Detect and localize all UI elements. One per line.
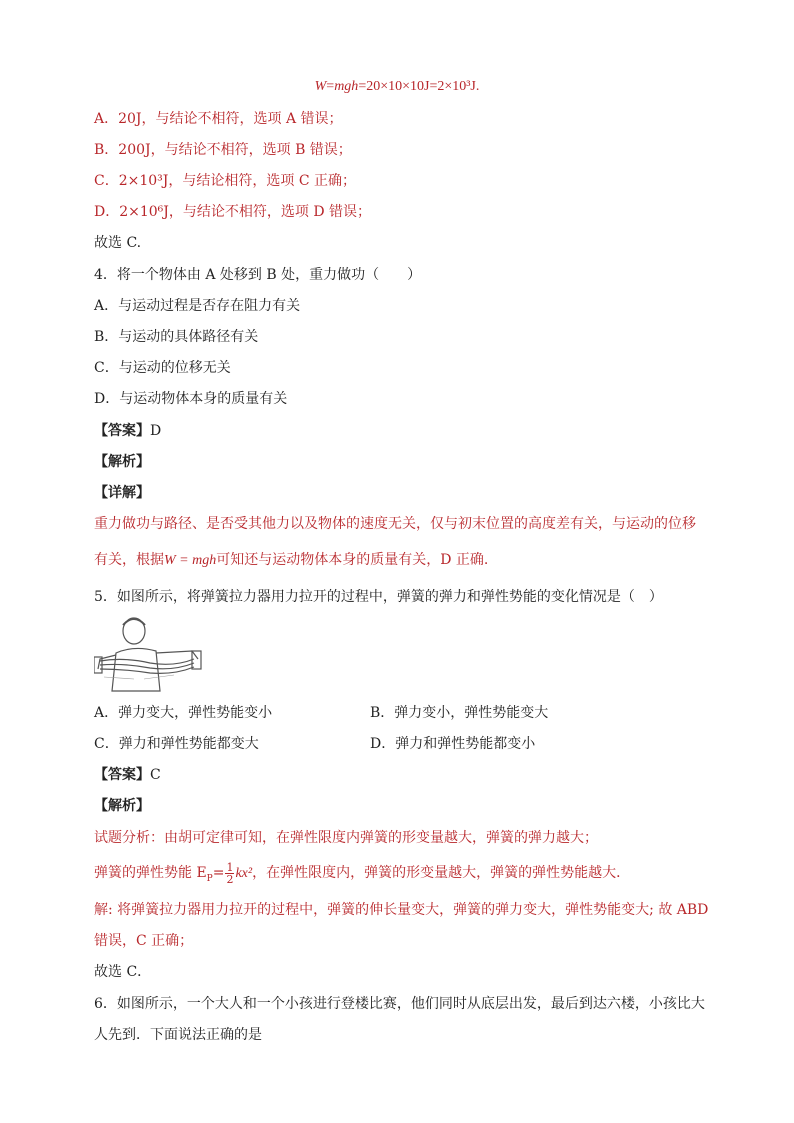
q4-detail-tag: 【详解】 bbox=[94, 485, 150, 501]
q5-option-b: B．弹力变小，弹性势能变大 bbox=[370, 705, 549, 721]
q5-analysis-line1: 试题分析：由胡可定律可知，在弹性限度内弹簧的形变量越大，弹簧的弹力越大； bbox=[94, 830, 598, 846]
q5-solution-line2: 错误，C 正确； bbox=[94, 933, 194, 949]
q5-answer: 【答案】C bbox=[94, 767, 161, 783]
q5-conclusion: 故选 C． bbox=[94, 964, 152, 980]
q3-option-d: D．2×10⁶J，与结论不相符，选项 D 错误； bbox=[94, 204, 372, 220]
q5-analysis-line2: 弹簧的弹性势能 $E_P=$ $\frac{1}{2}$ kx²，在弹性限度内，弹簧的形变量越大，弹簧的弹性势能越大． bbox=[94, 860, 631, 886]
q3-option-a: A．20J，与结论不相符，选项 A 错误； bbox=[94, 111, 343, 127]
q3-option-c: C．2×10³J，与结论相符，选项 C 正确； bbox=[94, 173, 357, 189]
q5-options-row2 bbox=[94, 734, 714, 754]
q4-option-a: A．与运动过程是否存在阻力有关 bbox=[94, 298, 301, 314]
q6-stem-line1: 6．如图所示，一个大人和一个小孩进行登楼比赛，他们同时从底层出发，最后到达六楼，小孩比大 bbox=[94, 996, 705, 1012]
spring-expander-illustration bbox=[94, 613, 206, 693]
q5-option-d: D．弹力和弹性势能都变小 bbox=[370, 736, 536, 752]
q3-option-b: B．200J，与结论不相符，选项 B 错误； bbox=[94, 142, 352, 158]
q3-formula: W=mgh=20×10×10J=2×10³J. bbox=[314, 79, 480, 94]
q5-solution-line1: 解: 将弹簧拉力器用力拉开的过程中，弹簧的伸长量变大，弹簧的弹力变大，弹性势能变大; 故 ABD bbox=[94, 902, 709, 918]
q6-stem-line2: 人先到．下面说法正确的是 bbox=[94, 1027, 262, 1043]
q4-detail-line2: 有关，根据W = mgh可知还与运动物体本身的质量有关，D 正确. bbox=[94, 552, 489, 568]
q4-stem: 4．将一个物体由 A 处移到 B 处，重力做功（ ） bbox=[94, 267, 422, 283]
q4-option-c: C．与运动的位移无关 bbox=[94, 360, 231, 376]
q5-option-a: A．弹力变大，弹性势能变小 bbox=[94, 705, 273, 721]
q4-detail-line1: 重力做功与路径、是否受其他力以及物体的速度无关，仅与初末位置的高度差有关，与运动的位移 bbox=[94, 516, 696, 532]
q5-stem: 5．如图所示，将弹簧拉力器用力拉开的过程中，弹簧的弹力和弹性势能的变化情况是（ ） bbox=[94, 589, 663, 605]
q4-detail-formula: W = mgh bbox=[164, 553, 217, 568]
q4-option-b: B．与运动的具体路径有关 bbox=[94, 329, 259, 345]
q4-answer: 【答案】D bbox=[94, 423, 162, 439]
q5-option-c: C．弹力和弹性势能都变大 bbox=[94, 736, 259, 752]
q4-option-d: D．与运动物体本身的质量有关 bbox=[94, 391, 288, 407]
q5-options-row1 bbox=[94, 703, 714, 723]
q5-analysis-tag: 【解析】 bbox=[94, 798, 150, 814]
fraction-one-half: $\frac{1}{2}$ bbox=[226, 860, 234, 886]
q3-conclusion: 故选 C. bbox=[94, 235, 142, 251]
q4-analysis-tag: 【解析】 bbox=[94, 454, 150, 470]
